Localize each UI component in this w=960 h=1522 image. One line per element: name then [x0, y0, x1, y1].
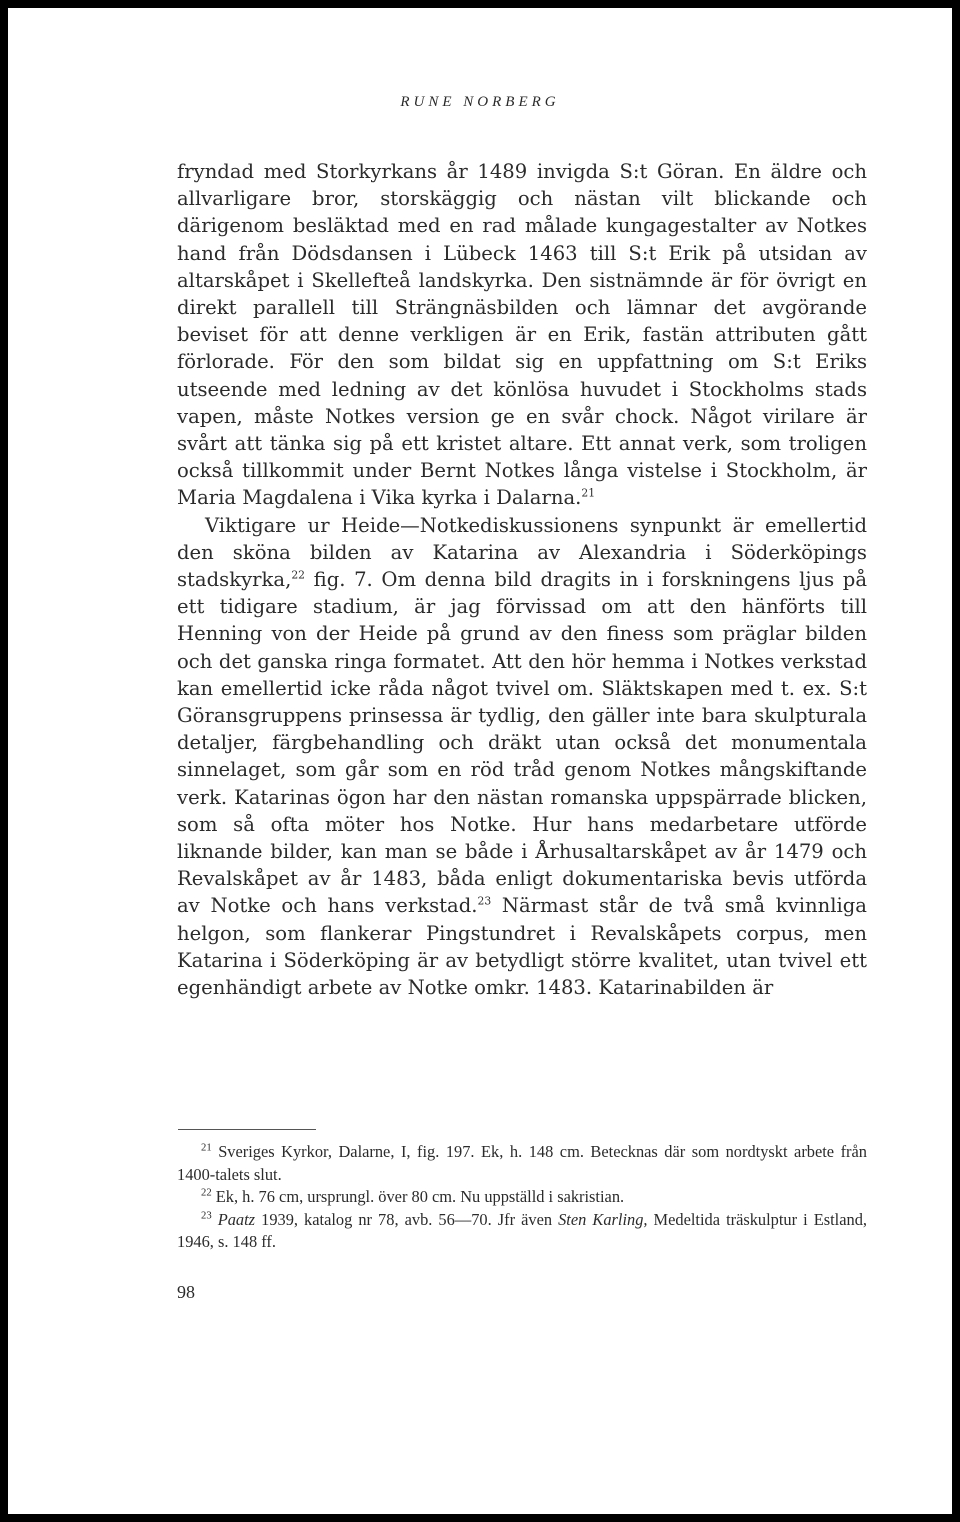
footnote-author: Paatz — [217, 1209, 256, 1229]
paragraph-1 — [177, 158, 867, 512]
page-number: 98 — [177, 1282, 195, 1302]
footnote-22 — [177, 1186, 867, 1209]
paragraph-2-text-c: Närmast står de två små kvinnliga helgon, som flankerar Pingstundret i Revalskåpets corpus, men Katarina i Söderköping är av betydligt större kvalitet, utan tvivel ett egenhändigt arbete av Notke omkr. 1483. Katarinabilden är — [177, 894, 867, 1000]
paragraph-2 — [177, 512, 867, 1002]
footnote-23 — [177, 1209, 867, 1254]
footnote-marker: 21 — [201, 1142, 212, 1154]
footnotes — [177, 1141, 867, 1254]
footnote-text: Medeltida träskulptur i Estland, 1946, s. 148 ff. — [177, 1209, 868, 1251]
footnote-divider — [178, 1129, 316, 1130]
running-head: RUNE NORBERG — [400, 94, 560, 110]
footnote-ref-21: 21 — [581, 486, 596, 500]
footnote-21 — [177, 1141, 867, 1186]
footnote-author: Sten Karling, — [558, 1209, 648, 1229]
paragraph-2-text-a: Viktigare ur Heide—Notkediskussionens synpunkt är emellertid den sköna bilden av Katarina av Alexandria i Söderköpings stadskyrka, — [177, 513, 867, 592]
footnote-marker: 22 — [201, 1187, 212, 1199]
footnote-marker: 23 — [201, 1210, 212, 1222]
paragraph-1-text: fryndad med Storkyrkans år 1489 invigda S:t Göran. En äldre och allvarligare bror, storskäggig och nästan vilt blickande och därigenom besläktad med en rad målade kungagestalter av Notkes hand från Dödsdansen i Lübeck 1463 till S:t Erik på utsidan av altarskåpet i Skellefteå landskyrka. Den sistnämnde är för övrigt en direkt parallell till Strängnäsbilden och lämnar det avgörande beviset för att denne verkligen är en Erik, fastän attributen gått förlorade. För den som bildat sig en uppfattning om S:t Eriks utseende med ledning av det könlösa huvudet i Stockholms stads vapen, måste Notkes version ge en svår chock. Något virilare är svårt att tänka sig på ett kristet altare. Ett annat verk, som troligen också tillkommit under Bernt Notkes långa vistelse i Stockholm, är Maria Magdalena i Vika kyrka i Dalarna. — [177, 160, 867, 510]
footnote-ref-23: 23 — [477, 894, 492, 908]
footnote-ref-22: 22 — [291, 568, 306, 582]
footnote-text: Sveriges Kyrkor, Dalarne, I, fig. 197. Ek, h. 148 cm. Betecknas där som nordtyskt arbete från 1400-talets slut. — [177, 1142, 867, 1184]
book-page — [8, 8, 952, 1514]
footnote-text: Ek, h. 76 cm, ursprungl. över 80 cm. Nu uppställd i sakristian. — [215, 1187, 625, 1206]
paragraph-2-text-b: fig. 7. Om denna bild dragits in i forskningens ljus på ett tidigare stadium, är jag förvissad om att den hänförts till Henning von der Heide på grund av den finess som präglar bilden och det ganska ringa formatet. Att den hör hemma i Notkes verkstad kan emellertid icke råda något tvivel om. Släktskapen med t. ex. S:t Göransgruppens prinsessa är tydlig, den gäller inte bara skulpturala detaljer, färgbehandling och dräkt utan också det monumentala sinnelaget, som går som en röd tråd genom Notkes mångskiftande verk. Katarinas ögon har den nästan romanska uppspärrade blicken, som så ofta möter hos Notke. Hur hans medarbetare utförde liknande bilder, kan man se både i Århusaltarskåpet av år 1479 och Revalskåpet av år 1483, båda enligt dokumentariska bevis utförda av Notke och hans verkstad. — [177, 568, 867, 918]
footnote-text: 1939, katalog nr 78, avb. 56—70. Jfr även — [255, 1209, 559, 1229]
body-text — [177, 158, 867, 1001]
